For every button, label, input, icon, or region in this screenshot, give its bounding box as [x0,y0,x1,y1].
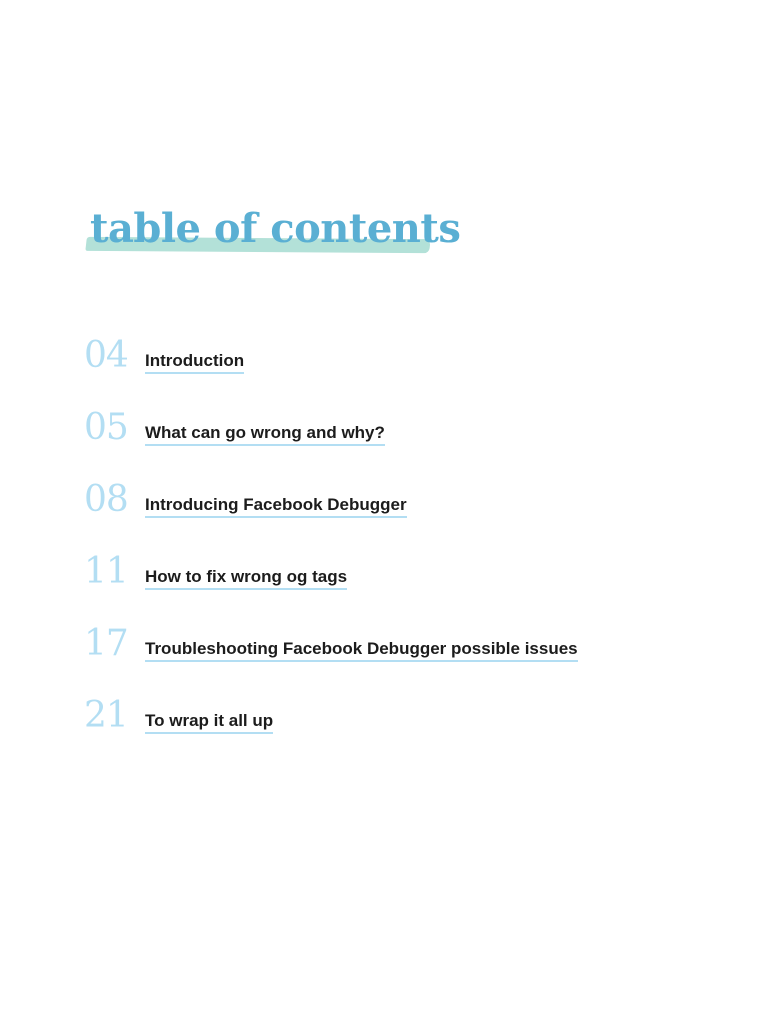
toc-link[interactable]: Introduction [145,350,244,374]
toc-item-wrap-it-up[interactable] [84,694,704,754]
toc-page-number: 21 [84,695,128,736]
toc-page-number: 17 [84,623,128,664]
toc-item-introduction[interactable] [84,334,704,394]
page-title: table of contents [90,205,461,252]
toc-link[interactable]: What can go wrong and why? [145,422,385,446]
toc-link[interactable]: How to fix wrong og tags [145,566,347,590]
toc-item-introducing-facebook-debugger[interactable] [84,478,704,538]
toc-page-number: 05 [84,407,128,448]
toc-page-number: 04 [84,335,128,376]
toc-page-number: 11 [84,551,128,592]
toc-title-block [86,200,461,260]
toc-page-number: 08 [84,479,128,520]
toc-item-fix-wrong-og-tags[interactable] [84,550,704,610]
toc-link[interactable]: To wrap it all up [145,710,273,734]
toc-item-troubleshooting[interactable] [84,622,704,682]
toc-link[interactable]: Troubleshooting Facebook Debugger possible issues [145,638,578,662]
toc-link[interactable]: Introducing Facebook Debugger [145,494,407,518]
toc-item-what-can-go-wrong[interactable] [84,406,704,466]
